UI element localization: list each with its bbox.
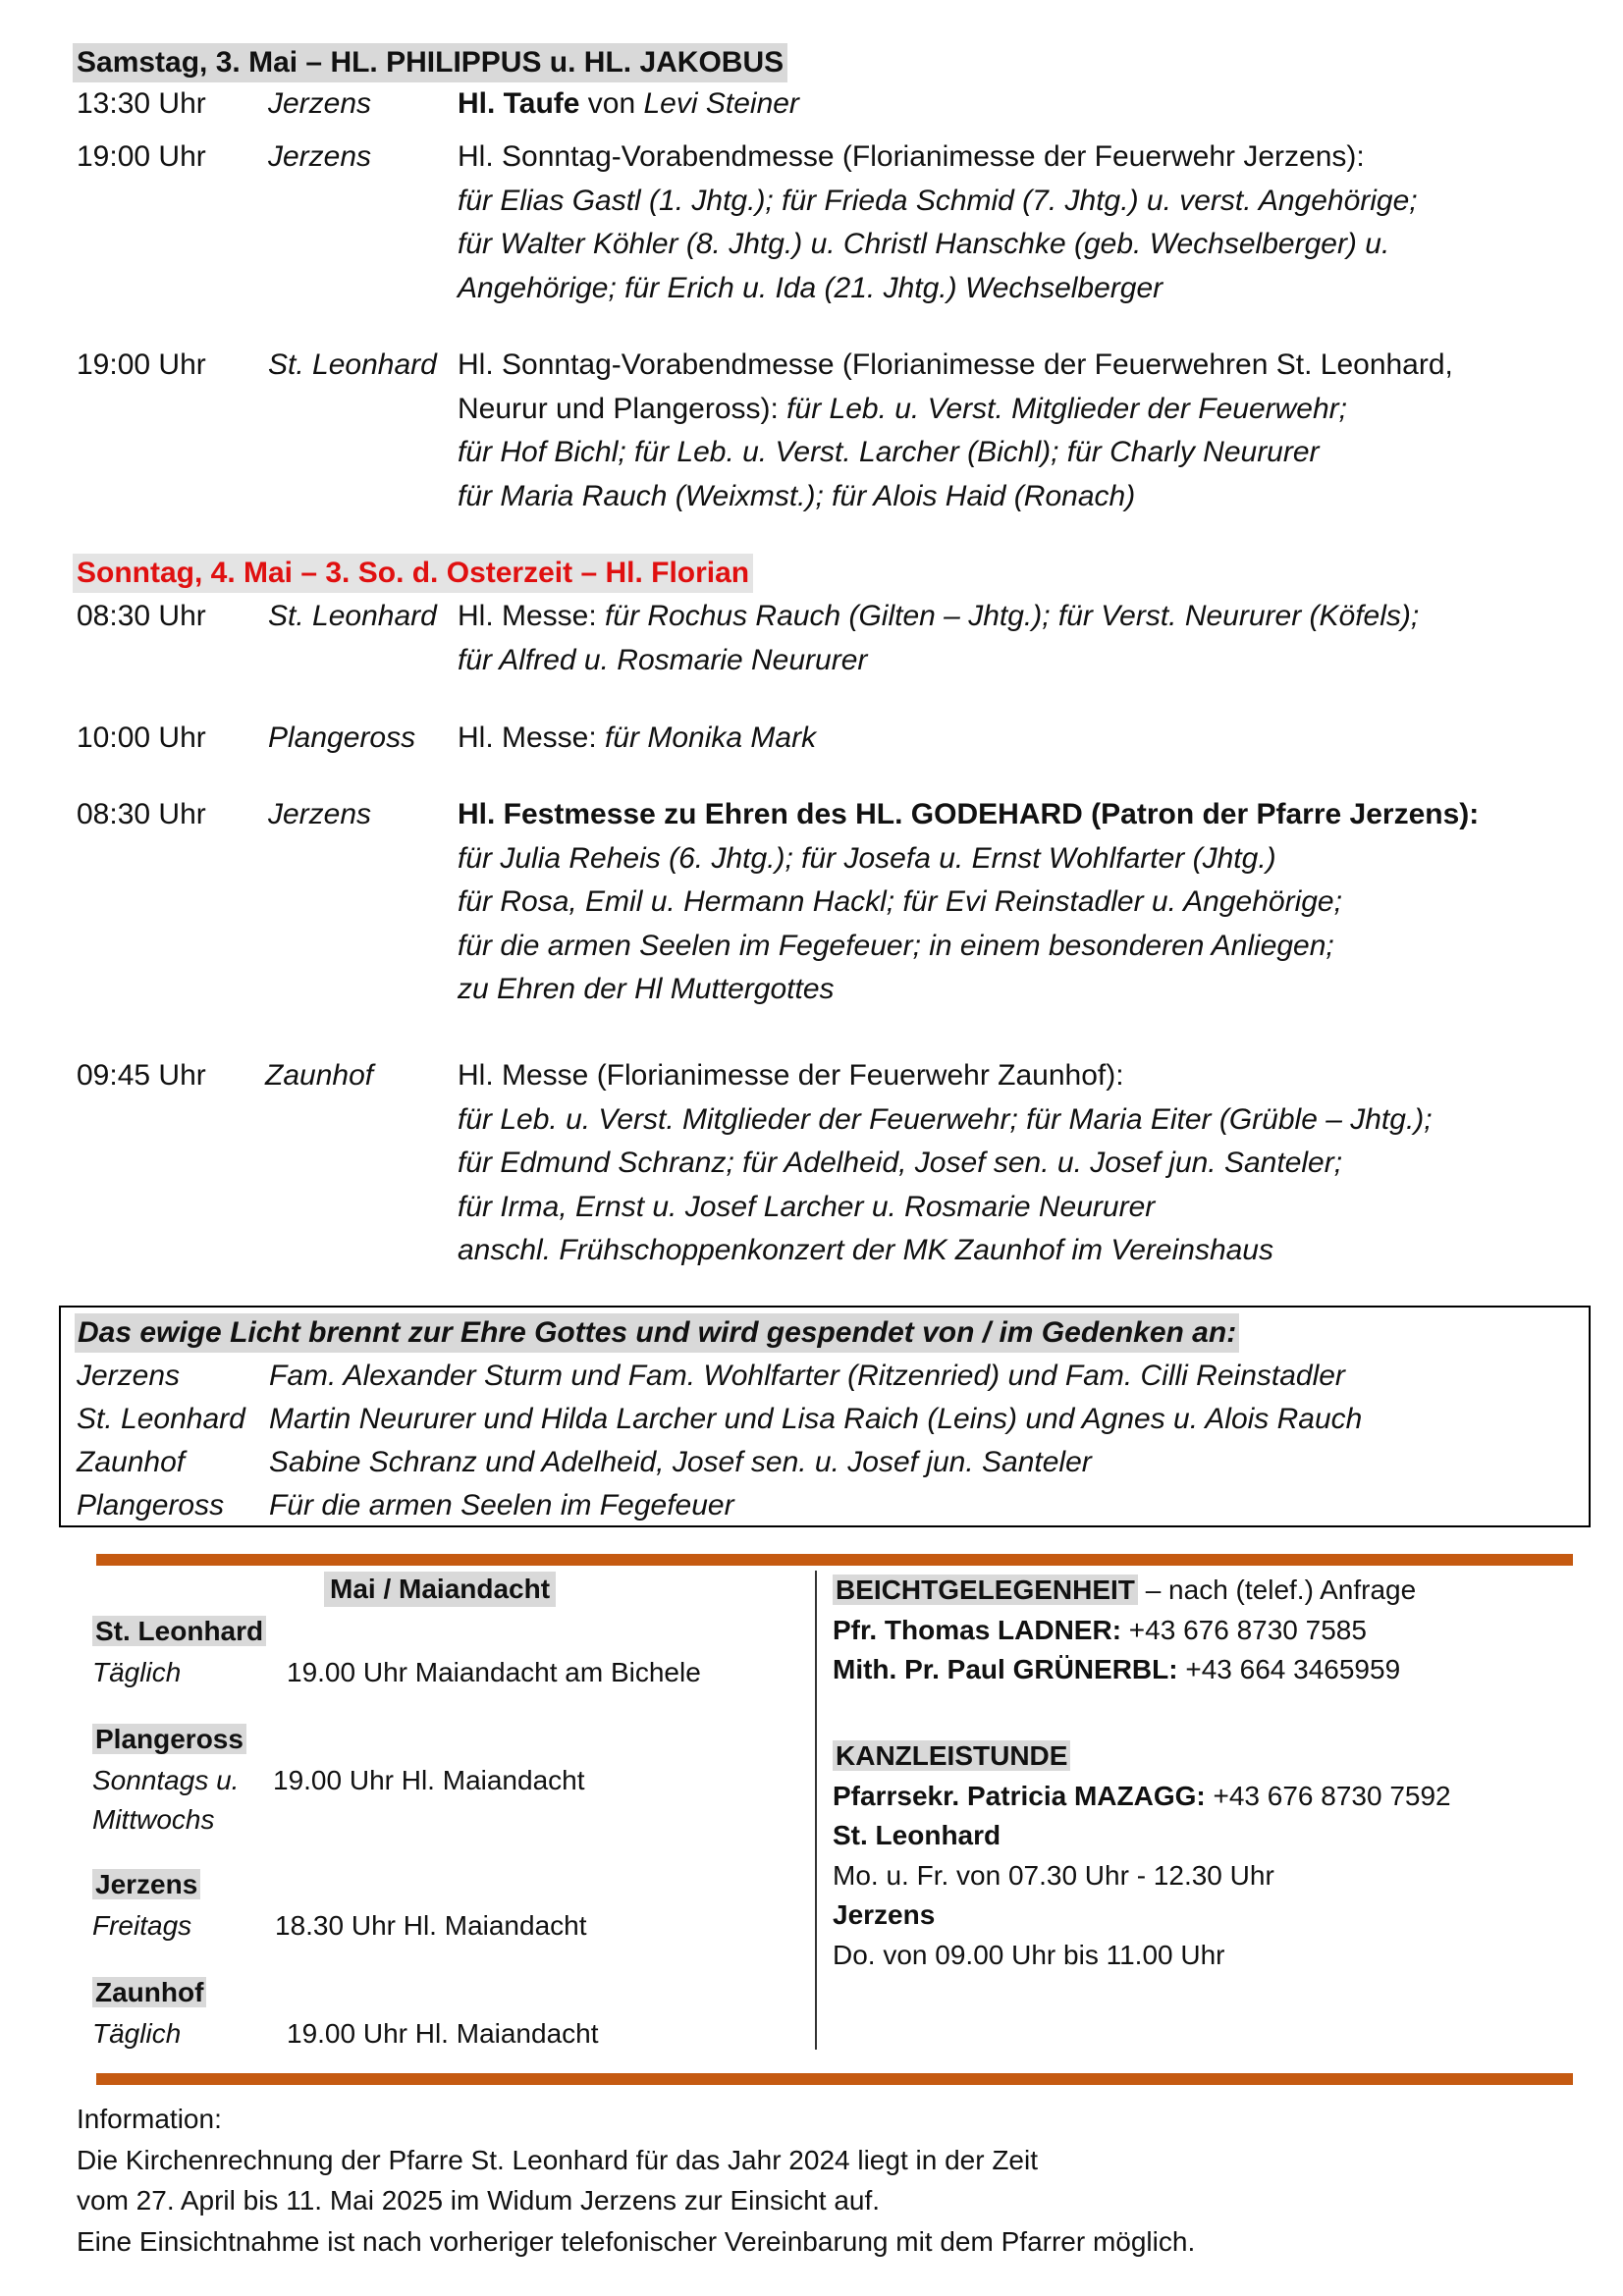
mai-title: Mai / Maiandacht — [324, 1572, 556, 1607]
service-intention: für Edmund Schranz; für Adelheid, Josef sen. u. Josef jun. Santeler; — [458, 1147, 1343, 1179]
service-place: St. Leonhard — [268, 348, 437, 381]
eternal-light-location: Zaunhof — [77, 1446, 186, 1478]
confession-heading: BEICHTGELEGENHEIT – nach (telef.) Anfrage — [833, 1571, 1416, 1611]
service-time: 08:30 Uhr — [77, 600, 206, 632]
mai-time: 19.00 Uhr Hl. Maiandacht — [287, 2018, 599, 2049]
mai-time: 19.00 Uhr Maiandacht am Bichele — [287, 1657, 701, 1687]
service-description — [458, 1054, 1577, 1273]
service-intention: Levi Steiner — [643, 87, 799, 120]
day-heading-saturday: Samstag, 3. Mai – HL. PHILIPPUS u. HL. JAKOBUS — [73, 43, 787, 82]
office-hours-heading: KANZLEISTUNDE — [833, 1736, 1070, 1777]
service-place: St. Leonhard — [268, 600, 437, 632]
service-title: Hl. Messe: — [458, 600, 606, 632]
service-time: 19:00 Uhr — [77, 140, 206, 173]
office-location: St. Leonhard — [833, 1820, 1001, 1850]
service-time: 09:45 Uhr — [77, 1059, 206, 1092]
office-hours: Do. von 09.00 Uhr bis 11.00 Uhr — [833, 1940, 1225, 1970]
service-place: Plangeross — [268, 721, 416, 754]
eternal-light-location: Jerzens — [77, 1360, 181, 1392]
service-title: Hl. Messe (Florianimesse der Feuerwehr Zaunhof): — [458, 1059, 1124, 1092]
information-text: Eine Einsichtnahme ist nach vorheriger telefonischer Vereinbarung mit dem Pfarrer möglich. — [77, 2225, 1196, 2257]
mai-day: Täglich — [92, 2018, 182, 2049]
mai-location: Plangeross — [92, 1720, 246, 1759]
office-hours: Mo. u. Fr. von 07.30 Uhr - 12.30 Uhr — [833, 1860, 1274, 1891]
service-intention: für Julia Reheis (6. Jhtg.); für Josefa u. Ernst Wohlfarter (Jhtg.) — [458, 841, 1276, 875]
service-title: Hl. Sonntag-Vorabendmesse (Florianimesse der Feuerwehren St. Leonhard, — [458, 348, 1453, 381]
service-time: 10:00 Uhr — [77, 721, 206, 754]
service-description — [458, 595, 1577, 682]
service-title: Hl. Taufe — [458, 87, 580, 120]
office-location: Jerzens — [833, 1899, 936, 1930]
service-intention: zu Ehren der Hl Muttergottes — [458, 973, 835, 1005]
service-intention: für Rochus Rauch (Gilten – Jhtg.); für Verst. Neururer (Köfels); — [605, 600, 1420, 632]
eternal-light-location: Plangeross — [77, 1489, 225, 1522]
service-description — [458, 793, 1577, 1012]
service-intention: für Leb. u. Verst. Mitglieder der Feuerwehr; für Maria Eiter (Grüble – Jhtg.); — [458, 1102, 1433, 1136]
service-intention: für Maria Rauch (Weixmst.); für Alois Haid (Ronach) — [458, 479, 1136, 512]
service-title: Hl. Messe: — [458, 721, 606, 754]
column-divider — [815, 1571, 817, 2050]
service-description — [458, 717, 1577, 761]
service-intention: für Monika Mark — [605, 721, 817, 754]
information-label: Information: — [77, 2104, 222, 2134]
contact-secretary: Pfarrsekr. Patricia MAZAGG: +43 676 8730 7592 — [833, 1781, 1451, 1811]
mai-day: Täglich — [92, 1657, 182, 1687]
service-description — [458, 344, 1577, 518]
service-intention: für Alfred u. Rosmarie Neururer — [458, 643, 868, 676]
service-place: Jerzens — [268, 140, 372, 173]
mai-time: 19.00 Uhr Hl. Maiandacht — [273, 1765, 585, 1795]
service-intention: für Elias Gastl (1. Jhtg.); für Frieda Schmid (7. Jhtg.) u. verst. Angehörige; — [458, 184, 1418, 217]
eternal-light-box — [59, 1306, 1591, 1527]
service-place: Jerzens — [268, 798, 372, 830]
mai-location: St. Leonhard — [92, 1612, 266, 1651]
service-intention: für Walter Köhler (8. Jhtg.) u. Christl Hanschke (geb. Wechselberger) u. — [458, 228, 1390, 260]
contact-priest: Mith. Pr. Paul GRÜNERBL: +43 664 3465959 — [833, 1654, 1401, 1684]
service-text: von — [579, 87, 644, 120]
divider-top — [96, 1554, 1573, 1566]
service-title: Hl. Sonntag-Vorabendmesse (Florianimesse der Feuerwehr Jerzens): — [458, 140, 1365, 173]
service-intention: anschl. Frühschoppenkonzert der MK Zaunhof im Vereinshaus — [458, 1234, 1273, 1266]
service-title: Hl. Festmesse zu Ehren des HL. GODEHARD (Patron der Pfarre Jerzens): — [458, 798, 1480, 830]
service-time: 08:30 Uhr — [77, 798, 206, 830]
divider-bottom — [96, 2073, 1573, 2085]
service-description — [458, 82, 1577, 127]
service-description — [458, 135, 1577, 310]
service-intention: für Rosa, Emil u. Hermann Hackl; für Evi Reinstadler u. Angehörige; — [458, 885, 1342, 918]
eternal-light-donor: Fam. Alexander Sturm und Fam. Wohlfarter (Ritzenried) und Fam. Cilli Reinstadler — [269, 1360, 1345, 1392]
mai-location: Jerzens — [92, 1865, 200, 1904]
service-intention: Angehörige; für Erich u. Ida (21. Jhtg.) Wechselberger — [458, 271, 1163, 304]
service-intention: für die armen Seelen im Fegefeuer; in einem besonderen Anliegen; — [458, 929, 1334, 962]
eternal-light-donor: Sabine Schranz und Adelheid, Josef sen. u. Josef jun. Santeler — [269, 1446, 1092, 1478]
contact-priest: Pfr. Thomas LADNER: +43 676 8730 7585 — [833, 1615, 1367, 1645]
service-intention: für Leb. u. Verst. Mitglieder der Feuerwehr; — [786, 392, 1347, 425]
service-place: Zaunhof — [265, 1059, 374, 1092]
service-intention: für Hof Bichl; für Leb. u. Verst. Larcher (Bichl); für Charly Neururer — [458, 436, 1320, 468]
mai-day: Sonntags u. — [92, 1765, 240, 1795]
information-text: Die Kirchenrechnung der Pfarre St. Leonhard für das Jahr 2024 liegt in der Zeit — [77, 2144, 1039, 2175]
service-text: Neurur und Plangeross): — [458, 392, 787, 425]
mai-day: Freitags — [92, 1910, 192, 1941]
service-intention: für Irma, Ernst u. Josef Larcher u. Rosmarie Neururer — [458, 1190, 1156, 1223]
eternal-light-title: Das ewige Licht brennt zur Ehre Gottes und wird gespendet von / im Gedenken an: — [75, 1313, 1239, 1353]
mai-time: 18.30 Uhr Hl. Maiandacht — [275, 1910, 587, 1941]
eternal-light-location: St. Leonhard — [77, 1403, 245, 1435]
mai-location: Zaunhof — [92, 1973, 206, 2012]
mai-day: Mittwochs — [92, 1804, 215, 1835]
eternal-light-donor: Martin Neururer und Hilda Larcher und Lisa Raich (Leins) und Agnes u. Alois Rauch — [269, 1403, 1363, 1435]
information-text: vom 27. April bis 11. Mai 2025 im Widum Jerzens zur Einsicht auf. — [77, 2185, 881, 2216]
service-time: 13:30 Uhr — [77, 87, 206, 120]
day-heading-sunday: Sonntag, 4. Mai – 3. So. d. Osterzeit – Hl. Florian — [73, 554, 753, 593]
eternal-light-donor: Für die armen Seelen im Fegefeuer — [269, 1489, 734, 1522]
service-place: Jerzens — [268, 87, 372, 120]
service-time: 19:00 Uhr — [77, 348, 206, 381]
information-block — [77, 2099, 1195, 2262]
